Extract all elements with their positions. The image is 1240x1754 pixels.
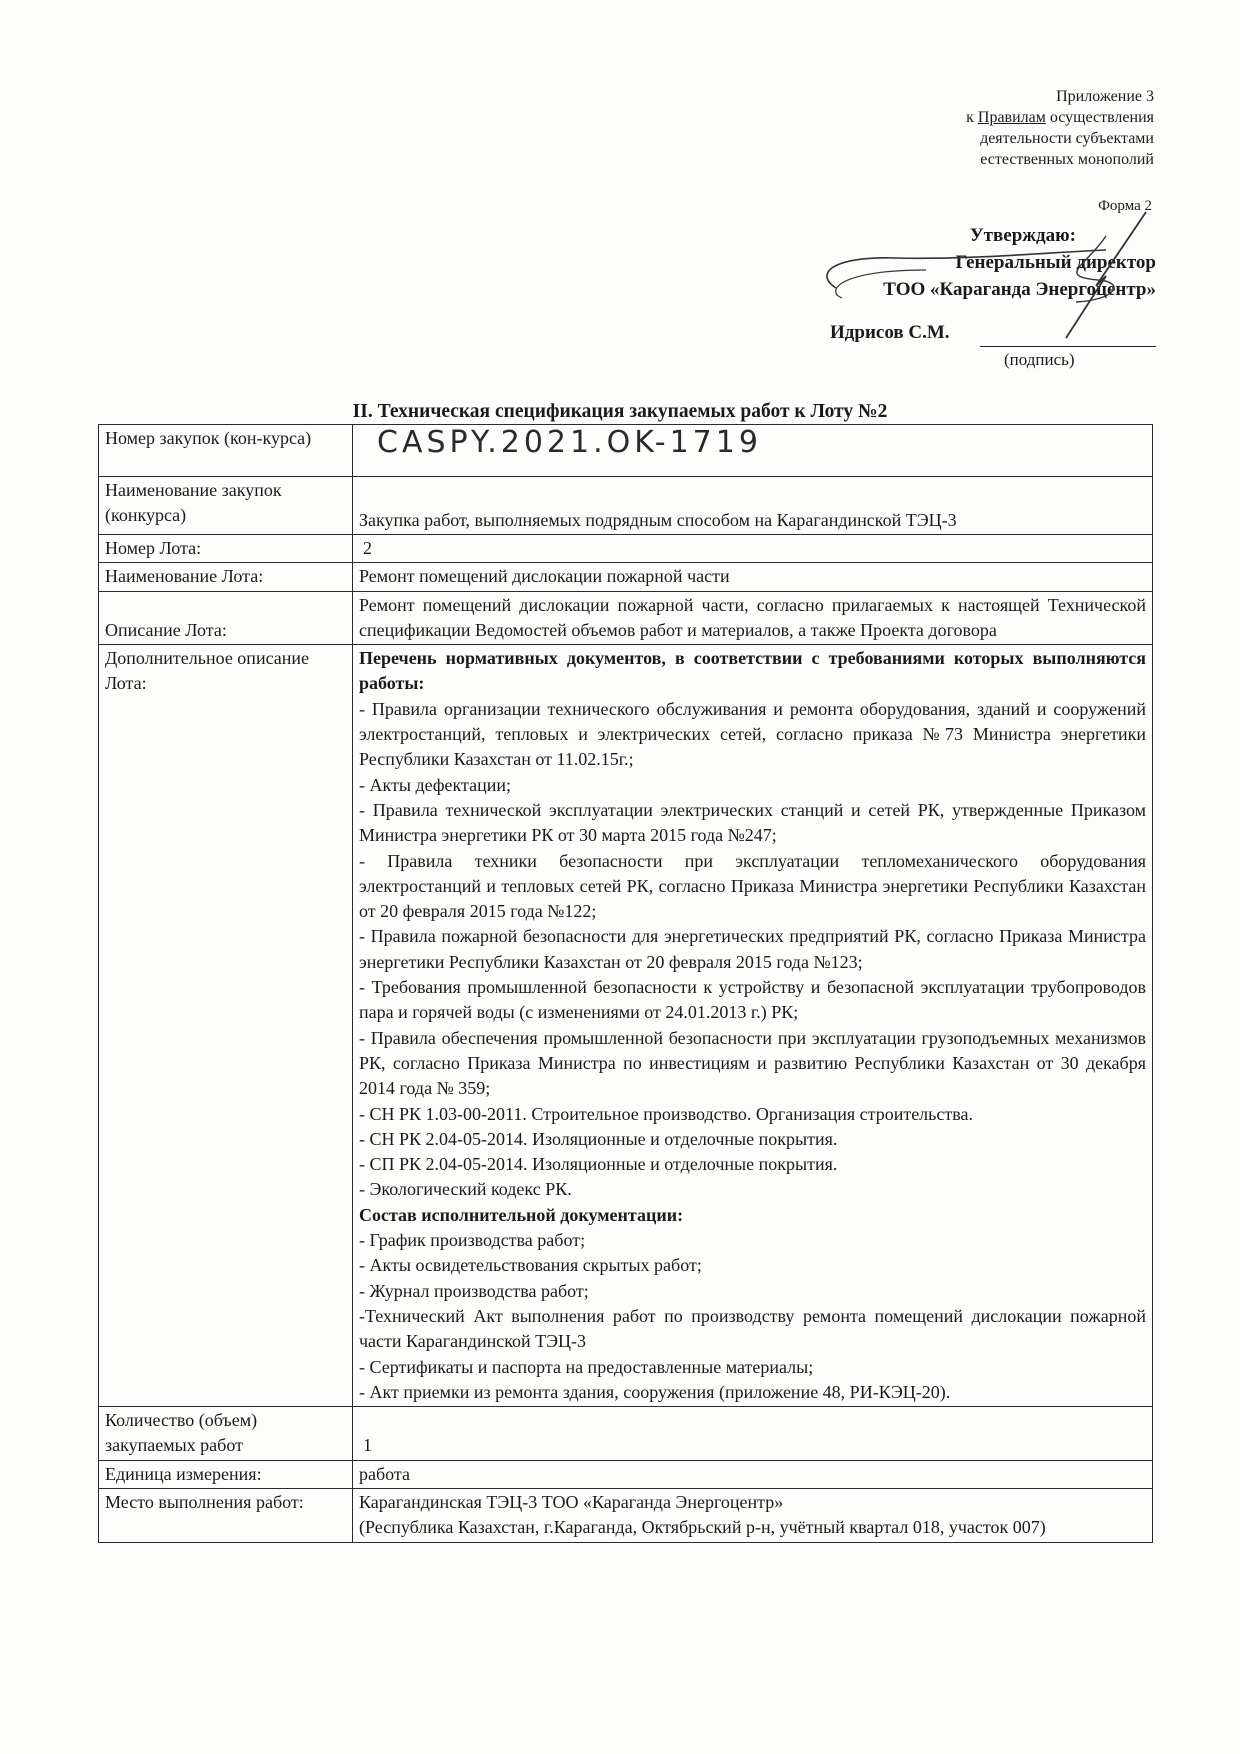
row-label: Единица измерения: xyxy=(99,1460,353,1488)
signer-name: Идрисов С.М. xyxy=(830,322,950,343)
list-item: - СП РК 2.04-05-2014. Изоляционные и отделочные покрытия. xyxy=(359,1154,838,1175)
list-item: - Правила организации технического обслуживания и ремонта оборудования, зданий и сооружений электростанций, тепловых и электрических сетей, согласно приказа №73 Министра энергетики Республики Казахстан от 11.02.15г.; xyxy=(359,698,1146,770)
row-label: Описание Лота: xyxy=(99,591,353,645)
appendix-line-2: к Правилам осуществления xyxy=(966,109,1154,126)
list-item: - Правила технической эксплуатации электрических станций и сетей РК, утвержденные Приказом Министра энергетики РК от 30 марта 2015 года №247; xyxy=(359,799,1146,846)
table-row xyxy=(99,1488,1153,1542)
row-value: 2 xyxy=(353,535,1153,563)
list-item: - Сертификаты и паспорта на предоставленные материалы; xyxy=(359,1356,814,1377)
table-row xyxy=(99,425,1153,477)
appendix-note xyxy=(966,86,1154,170)
list-item: - Акты дефектации; xyxy=(359,774,511,795)
list-item: - Акты освидетельствования скрытых работ; xyxy=(359,1255,702,1276)
list-item: - Требования промышленной безопасности к устройству и безопасной эксплуатации трубопроводов пара и горячей воды (с изменениями от 24.01.2013 г.) РК; xyxy=(359,977,1146,1023)
row-value xyxy=(353,425,1153,477)
section-title: II. Техническая спецификация закупаемых работ к Лоту №2 xyxy=(352,401,888,422)
row-value: Ремонт помещений дислокации пожарной части xyxy=(353,563,1153,591)
appendix-line-4: естественных монополий xyxy=(980,151,1154,168)
docs-heading: Состав исполнительной документации: xyxy=(359,1204,684,1225)
row-value: Закупка работ, выполняемых подрядным способом на Карагандинской ТЭЦ-3 xyxy=(353,477,1153,535)
row-label: Дополнительное описание Лота: xyxy=(99,645,353,1407)
list-item: - СН РК 2.04-05-2014. Изоляционные и отделочные покрытия. xyxy=(359,1128,838,1149)
row-label: Количество (объем) закупаемых работ xyxy=(99,1407,353,1461)
list-item: - Журнал производства работ; xyxy=(359,1280,589,1301)
table-row xyxy=(99,563,1153,591)
approve-position: Генеральный директор xyxy=(955,252,1156,273)
table-row xyxy=(99,477,1153,535)
appendix-title: Приложение 3 xyxy=(1056,88,1154,105)
rules-link[interactable]: Правилам xyxy=(977,109,1046,126)
signature-line xyxy=(980,346,1156,347)
list-item: - Экологический кодекс РК. xyxy=(359,1179,572,1200)
list-item: - Акт приемки из ремонта здания, сооружения (приложение 48, РИ-КЭЦ-20). xyxy=(359,1381,951,1402)
row-value: работа xyxy=(353,1460,1153,1488)
list-item: - График производства работ; xyxy=(359,1230,586,1251)
specification-table xyxy=(98,424,1153,1543)
row-value: Ремонт помещений дислокации пожарной части, согласно прилагаемых к настоящей Технической спецификации Ведомостей объемов работ и материалов, а также Проекта договора xyxy=(353,591,1153,645)
approve-heading: Утверждаю: xyxy=(969,225,1076,246)
row-label: Наименование закупок (конкурса) xyxy=(99,477,353,535)
list-item: - Правила пожарной безопасности для энергетических предприятий РК, согласно Приказа Министра энергетики Республики Казахстан от 20 февраля 2015 года №123; xyxy=(359,926,1146,972)
list-item: -Технический Акт выполнения работ по производству ремонта помещений дислокации пожарной части Карагандинской ТЭЦ-3 xyxy=(359,1305,1146,1352)
list-item: - Правила техники безопасности при эксплуатации тепломеханического оборудования электростанций и тепловых сетей РК, согласно Приказа Министра энергетики Республики Казахстан от 20 февраля 2015 года №122; xyxy=(359,850,1146,922)
form-label: Форма 2 xyxy=(1098,198,1152,214)
list-item: - Правила обеспечения промышленной безопасности при эксплуатации грузоподъемных механизмов РК, согласно Приказа Министра по инвестициям и развитию Республики Казахстан от 30 декабря 2014 года № 359; xyxy=(359,1027,1146,1099)
row-label: Номер Лота: xyxy=(99,535,353,563)
table-row xyxy=(99,1407,1153,1461)
table-row xyxy=(99,1460,1153,1488)
row-value xyxy=(353,1488,1153,1542)
signature-caption: (подпись) xyxy=(1004,350,1075,369)
approve-company: ТОО «Караганда Энергоцентр» xyxy=(883,279,1156,300)
place-line-2: (Республика Казахстан, г.Караганда, Октябрьский р-н, учётный квартал 018, участок 007) xyxy=(359,1517,1046,1538)
place-line-1: Карагандинская ТЭЦ-3 ТОО «Караганда Энергоцентр» xyxy=(359,1491,784,1512)
table-row xyxy=(99,591,1153,645)
row-label: Наименование Лота: xyxy=(99,563,353,591)
list-item: - СН РК 1.03-00-2011. Строительное производство. Организация строительства. xyxy=(359,1103,973,1124)
row-label: Номер закупок (кон-курса) xyxy=(99,425,353,477)
norms-heading: Перечень нормативных документов, в соответствии с требованиями которых выполняются работы: xyxy=(359,648,1146,694)
table-row xyxy=(99,645,1153,1407)
row-value: 1 xyxy=(353,1407,1153,1461)
row-label: Место выполнения работ: xyxy=(99,1488,353,1542)
procurement-number-handwritten: CASPY.2021.OK-1719 xyxy=(377,425,762,460)
appendix-line-3: деятельности субъектами xyxy=(980,130,1154,147)
table-row xyxy=(99,535,1153,563)
row-value xyxy=(353,645,1153,1407)
